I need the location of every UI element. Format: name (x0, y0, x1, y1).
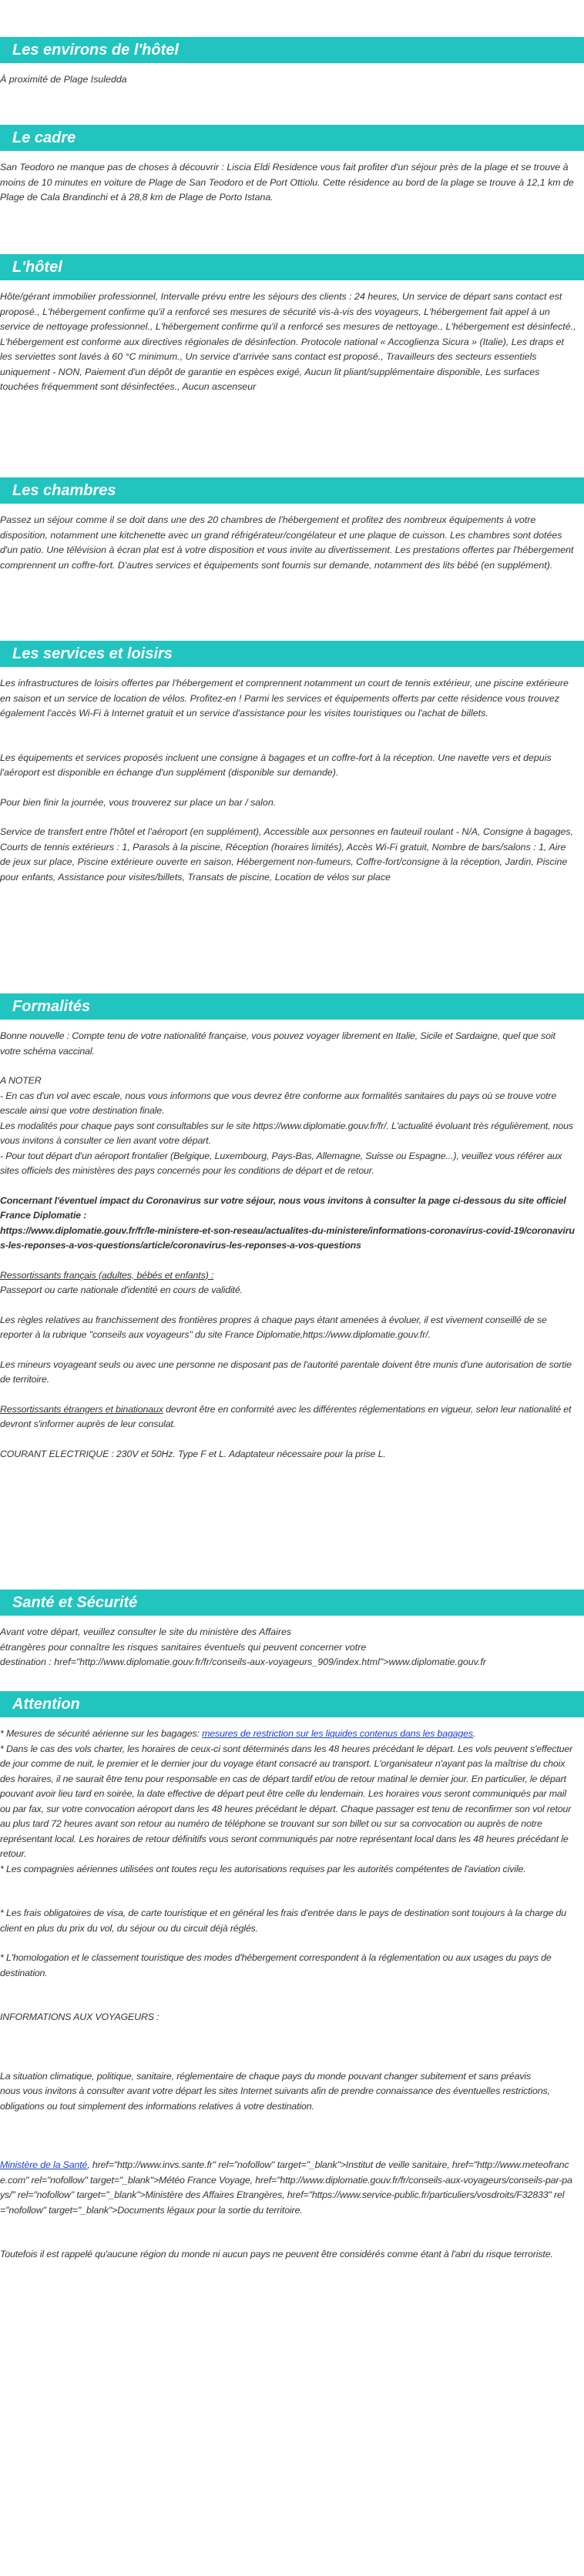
bagages-restriction-link[interactable]: mesures de restriction sur les liquides contenus dans les bagages (202, 1728, 473, 1739)
section-title: Santé et Sécurité (0, 1589, 584, 1616)
sante-line-2: étrangères pour connaître les risques sanitaires éventuels qui peuvent concerner votre (0, 1641, 367, 1653)
section-services (0, 641, 584, 885)
services-paragraph-4: Service de transfert entre l'hôtel et l'aéroport (en supplément), Accessible aux personnes en fauteuil roulant - N/A, Consigne à bagages, Courts de tennis extérieurs : 1, Parasols à la piscine, Réception (horaires limités), Accès Wi-Fi gratuit, Nombre de bars/salons : 1, Aire de jeux sur place, Piscine extérieure ouverte en saison, Hébergement non-fumeurs, Coffre-fort/consigne à la réception, Jardin, Piscine pour enfants, Assistance pour visites/billets, Transats de piscine, Location de vélos sur place (0, 826, 576, 883)
section-text: Hôte/gérant immobilier professionnel, Intervalle prévu entre les séjours des clients : 24 heures, Un service de départ sans contact est proposé., L'hébergement confirme qu'il a renforcé ses mesures de sécurité vis-à-vis des voyageurs, L'hébergement fait appel à un service de nettoyage professionnel., L'hébergement confirme qu'il a renforcé ses mesures de nettoyage., L'hébergement est désinfecté., L'hébergement est conforme aux directives régionales de désinfection. Protocole national « Accoglienza Sicura » (Italie), Les draps et les serviettes sont lavés à 60 °C minimum., Un service d'arrivée sans contact est proposé., Travailleurs des secteurs essentiels uniquement - NON, Paiement d'un dépôt de garantie en espèces exigé, Aucun lit pliant/supplémentaire disponible, Les surfaces touchées fréquemment sont désinfectées., Aucun ascenseur (0, 291, 579, 392)
attention-frais: * Les frais obligatoires de visa, de carte touristique et en général les frais d'entrée dans le pays de destination sont toujours à la charge du client en plus du prix du vol, du séjour ou du circuit déjà réglés. (0, 1908, 569, 1934)
attention-homologation: * L'homologation et le classement touristique des modes d'hébergement correspondent à la réglementation ou aux usages du pays de destination. (0, 1952, 554, 1978)
section-cadre (0, 125, 584, 206)
attention-vols-charter: * Dans le cas des vols charter, les horaires de ceux-ci sont déterminés dans les 48 heures précédant le départ. Les vols peuvent s'effectuer de jour comme de nuit, le premier et le dernier jour du voyage étant consacré au transport. L'organisateur n'ayant pas la maîtrise du choix des horaires, il ne saurait être tenu pour responsable en cas de départ tardif et/ou de retour matinal le dernier jour. En particulier, le départ pouvant avoir lieu tard en soirée, la date effective de départ peut être celle du lendemain. Les horaires vous seront communiqués par mail ou par fax, sur votre convocation aéroport dans les 48 heures précédant le départ. Chaque passager est tenu de reconfirmer son vol retour au plus tard 72 heures avant son retour au numéro de téléphone se trouvant sur son billet ou sur sa convocation ou auprès de notre représentant local. Les horaires de retour définitifs vous seront communiqués par notre représentant local dans les 48 heures précédant le retour. (0, 1743, 576, 1859)
section-environs (0, 37, 584, 88)
formalites-intro: Bonne nouvelle : Compte tenu de votre nationalité française, vous pouvez voyager librement en Italie, Sicile et Sardaigne, quel que soit votre schéma vaccinal. (0, 1030, 559, 1057)
ressortissants-etrangers-title: Ressortissants étrangers et binationaux (0, 1403, 163, 1415)
section-text: Passez un séjour comme il se doit dans une des 20 chambres de l'hébergement et profitez des nombreux équipements à votre disposition, notamment une kitchenette avec un grand réfrigérateur/congélateur et une plaque de cuisson. Les chambres sont dotées d'un patio. Une télévision à écran plat est à votre disposition et vous invite au divertissement. Les prestations offertes par l'hébergement comprennent un coffre-fort. D'autres services et équipements sont fournis sur demande, notamment des lits bébé (en supplément). (0, 514, 576, 571)
section-title: Les environs de l'hôtel (0, 37, 584, 63)
note-title: A NOTER (0, 1075, 42, 1086)
section-chambres (0, 477, 584, 573)
attention-bagages: * Mesures de sécurité aérienne sur les bagages: mesures de restriction sur les liquides contenus dans les bagages. (0, 1728, 476, 1739)
coronavirus-link[interactable]: https://www.diplomatie.gouv.fr/fr/le-ministere-et-son-reseau/actualites-du-ministere/informations-coronavirus-covid-19/coronavirus-les-reponses-a-vos-questions/article/coronavirus-les-reponses-a-vos-questions (0, 1224, 575, 1251)
ressortissants-francais-title: Ressortissants français (adultes, bébés et enfants) : (0, 1269, 214, 1281)
section-title: Formalités (0, 993, 584, 1020)
section-title: Attention (0, 1691, 584, 1717)
note-line-1: - En cas d'un vol avec escale, nous vous informons que vous devrez être conforme aux formalités sanitaires du pays où se trouve votre escale ainsi que votre destination finale. (0, 1090, 559, 1116)
informations-voyageurs-title: INFORMATIONS AUX VOYAGEURS : (0, 2012, 159, 2022)
liens-utiles (0, 2158, 576, 2218)
attention-compagnies: * Les compagnies aériennes utilisées ont toutes reçu les autorisations requises par les autorités compétentes de l'aviation civile. (0, 1863, 526, 1874)
terrorisme-text: Toutefois il est rappelé qu'aucune région du monde ni aucun pays ne peuvent être considérés comme étant à l'abri du risque terroriste. (0, 2249, 553, 2259)
sante-line-3: destination : href="http://www.diplomatie.gouv.fr/fr/conseils-aux-voyageurs_909/index.html">www.diplomatie.gouv.fr (0, 1656, 486, 1667)
ressortissants-etrangers-text: devront être en conformité avec les différentes réglementations en vigueur, selon leur nationalité et devront s'informer auprès de leur consulat. (0, 1403, 574, 1429)
ressortissants-etrangers (0, 1402, 576, 1432)
services-paragraph-2: Les équipements et services proposés incluent une consigne à bagages et un coffre-fort à la réception. Une navette vers et depuis l'aéroport est disponible en échange d'un supplément (disponible sur demande). (0, 752, 555, 778)
ministere-sante-link[interactable]: Ministère de la Santé (0, 2159, 88, 2170)
section-attention (0, 1691, 584, 2263)
services-paragraph-3: Pour bien finir la journée, vous trouverez sur place un bar / salon. (0, 796, 277, 808)
services-paragraph-1: Les infrastructures de loisirs offertes par l'hébergement et comprennent notamment un court de tennis extérieur, une piscine extérieure en saison et un service de location de vélos. Profitez-en ! Parmi les services et équipements offerts par cette résidence vous trouvez également l'accès Wi-Fi à Internet gratuit et un service d'assistance pour les visites touristiques ou l'achat de billets. (0, 678, 572, 719)
situation-text: La situation climatique, politique, sanitaire, réglementaire de chaque pays du monde pouvant changer subitement et sans préavis nous vous invitons à consulter avant votre départ les sites Internet suivants afin de prendre connaissance des éventuelles restrictions, obligations ou tout simplement des informations relatives à votre destination. (0, 2070, 550, 2112)
section-sante (0, 1589, 584, 1670)
section-text: San Teodoro ne manque pas de choses à découvrir : Liscia Eldi Residence vous fait profiter d'un séjour près de la plage et se trouve à moins de 10 minutes en voiture de Plage de San Teodoro et de Port Ottiolu. Cette résidence au bord de la plage se trouve à 12,1 km de Plage de Cala Brandinchi et à 28,8 km de Plage de Porto Istana. (0, 162, 577, 203)
sante-line-1: Avant votre départ, veuillez consulter le site du ministère des Affaires (0, 1626, 292, 1637)
section-formalites (0, 993, 584, 1462)
regles-frontieres: Les règles relatives au franchissement des frontières propres à chaque pays étant amenées à évoluer, il est vivement conseillé de se reporter à la rubrique "conseils aux voyageurs" du site France Diplomatie,https://www.diplomatie.gouv.fr/. (0, 1314, 549, 1340)
ressortissants-francais-text: Passeport ou carte nationale d'identité en cours de validité. (0, 1285, 243, 1295)
section-hotel (0, 254, 584, 395)
courant-electrique: COURANT ELECTRIQUE : 230V et 50Hz. Type F et L. Adaptateur nécessaire pour la prise L. (0, 1448, 386, 1459)
liens-utiles-text: , href="http://www.invs.sante.fr" rel="nofollow" target="_blank">Institut de veille sanitaire, href="http://www.meteofrance.com" rel="nofollow" target="_blank">Météo France Voyage, href="http://www.diplomatie.gouv.fr/fr/conseils-aux-voyageurs/conseils-par-pays/" rel="nofollow" target="_blank">Ministère des Affaires Etrangères, href="https://www.service-public.fr/particuliers/vosdroits/F32833" rel="nofollow" target="_blank">Documents légaux pour la sortie du territoire. (0, 2159, 572, 2216)
section-title: Les chambres (0, 477, 584, 504)
section-title: Le cadre (0, 125, 584, 151)
mineurs-text: Les mineurs voyageant seuls ou avec une personne ne disposant pas de l'autorité parentale doivent être munis d'une autorisation de sortie de territoire. (0, 1358, 575, 1385)
coronavirus-notice: Concernant l'éventuel impact du Coronavirus sur votre séjour, nous vous invitons à consulter la page ci-dessous du site officiel France Diplomatie : (0, 1194, 569, 1221)
section-title: Les services et loisirs (0, 641, 584, 667)
section-title: L'hôtel (0, 254, 584, 280)
note-line-3: - Pour tout départ d'un aéroport frontalier (Belgique, Luxembourg, Pays-Bas, Allemagne, Suisse ou Espagne...), veuillez vous référer aux sites officiels des ministères des pays concernés pour les conditions de départ et de retour. (0, 1150, 565, 1176)
section-text: À proximité de Plage Isuledda (0, 74, 127, 85)
note-line-2: Les modalités pour chaque pays sont consultables sur le site https://www.diplomatie.gouv.fr/fr/. L'actualité évoluant très régulièrement, nous vous invitons à consulter ce lien avant votre départ. (0, 1120, 576, 1146)
